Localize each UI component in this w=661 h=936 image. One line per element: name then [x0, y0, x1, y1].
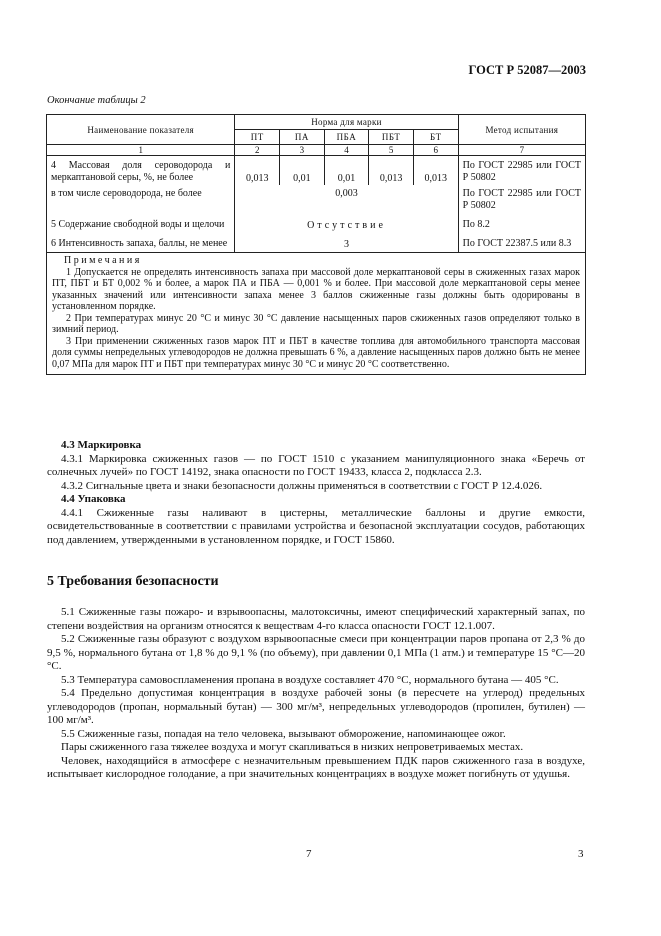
paragraph: 4.3.2 Сигнальные цвета и знаки безопасности должны применяться в соответствии с ГОСТ Р 12.4.026. — [61, 479, 543, 492]
col-header-norm: Норма для марки — [235, 115, 458, 130]
row-name: 5 Содержание свободной воды и щелочи — [47, 213, 235, 232]
paragraph: Человек, находящийся в атмосфере с незначительным превышением ПДК паров сжиженного газа в воздухе, испытывает кислородное голодание, а при значительных концентрациях в воздухе может погибнуть от удушья. — [47, 754, 585, 780]
specs-table — [46, 114, 586, 375]
row-method: По ГОСТ 22387.5 или 8.3 — [458, 232, 585, 253]
section-title: 5 Требования безопасности — [47, 574, 219, 589]
row-value: 0,013 — [413, 156, 458, 186]
row-value: 0,013 — [235, 156, 280, 186]
grade-pba: ПБА — [324, 130, 369, 145]
note-item: 2 При температурах минус 20 °С и минус 30 °С давление насыщенных паров сжиженных газов определяют только в зимний период. — [52, 312, 580, 335]
note-item: 1 Допускается не определять интенсивность запаха при массовой доле меркаптановой серы в сжиженных газах марок ПТ, ПБТ и БТ 0,002 % и более, а марок ПА и ПБА — 0,001 % и более. При массовой доле меркаптановой серы менее указанных значений или интенсивности запаха менее 3 баллов сжиженные газы должны быть одорированы в установленном порядке. — [52, 266, 580, 312]
notes-row — [47, 253, 586, 375]
table-row — [47, 213, 586, 232]
table-row — [47, 232, 586, 253]
row-method: По ГОСТ 22985 или ГОСТ Р 50802 — [458, 156, 585, 186]
row-name: 4 Массовая доля сероводорода и меркаптановой серы, %, не более — [47, 156, 235, 186]
row-name: 6 Интенсивность запаха, баллы, не менее — [47, 232, 235, 253]
row-value: 0,013 — [369, 156, 414, 186]
section-4-3-4-4 — [47, 439, 585, 547]
col-num: 2 — [235, 145, 280, 156]
row-value: 3 — [235, 232, 458, 253]
row-value: 0,01 — [280, 156, 325, 186]
table-notes — [47, 253, 586, 375]
col-header-name: Наименование показателя — [47, 115, 235, 145]
paragraph: Пары сжиженного газа тяжелее воздуха и могут скапливаться в низких непроветриваемых местах. — [61, 741, 524, 753]
paragraph: 5.5 Сжиженные газы, попадая на тело человека, вызывают обморожение, напоминающее ожог. — [61, 727, 506, 740]
table-header-row — [47, 115, 586, 130]
col-num: 5 — [369, 145, 414, 156]
section-5-body — [47, 606, 585, 782]
table-caption: Окончание таблицы 2 — [47, 95, 146, 106]
grade-bt: БТ — [413, 130, 458, 145]
grade-pbt: ПБТ — [369, 130, 414, 145]
row-value: 0,01 — [324, 156, 369, 186]
page-number-center: 7 — [306, 848, 312, 860]
grade-pt: ПТ — [235, 130, 280, 145]
row-value: Отсутствие — [235, 213, 458, 232]
table-row — [47, 156, 586, 186]
row-method: По ГОСТ 22985 или ГОСТ Р 50802 — [458, 185, 585, 213]
table-row — [47, 185, 586, 213]
col-num: 1 — [47, 145, 235, 156]
page-number-right: 3 — [578, 848, 584, 860]
row-value: 0,003 — [235, 185, 458, 213]
paragraph: 5.1 Сжиженные газы пожаро- и взрывоопасны, малотоксичны, имеют специфический характерный запах, по степени воздействия на организм относятся к веществам 4-го класса опасности ГОСТ 12.1.007. — [47, 606, 585, 632]
column-numbers-row — [47, 145, 586, 156]
paragraph: 5.2 Сжиженные газы образуют с воздухом взрывоопасные смеси при концентрации паров пропана от 2,3 % до 9,5 %, нормального бутана от 1,8 % до 9,1 % (по объему), при давлении 0,1 МПа (1 атм.) и температуре 15 °С—20 °С. — [47, 633, 585, 672]
note-item: 3 При применении сжиженных газов марок ПТ и ПБТ в качестве топлива для автомобильного транспорта массовая доля суммы непредельных углеводородов не должна превышать 6 %, а давление насыщенных паров должно быть не менее 0,07 МПа для марок ПТ и ПБТ при температурах минус 30 °С и минус 20 °С соответственно. — [52, 335, 580, 370]
row-name: в том числе сероводорода, не более — [47, 185, 235, 213]
col-num: 7 — [458, 145, 585, 156]
paragraph: 4.4.1 Сжиженные газы наливают в цистерны, металлические баллоны и другие емкости, освидетельствованные в соответствии с правилами устройства и безопасной эксплуатации сосудов, работающих под давлением, утвержденными в установленном порядке, и ГОСТ 15860. — [47, 506, 585, 546]
paragraph: 5.4 Предельно допустимая концентрация в воздухе рабочей зоны (в пересчете на углерод) предельных углеводородов (пропан, нормальный бутан) — 300 мг/м³, непредельных углеводородов (пропилен, бутилен) — 100 мг/м³. — [47, 687, 585, 726]
paragraph: 4.3.1 Маркировка сжиженных газов — по ГОСТ 1510 с указанием манипуляционного знака «Беречь от солнечных лучей» по ГОСТ 14192, знака опасности по ГОСТ 19433, класса 2, подкласса 2.3. — [47, 452, 585, 478]
document-code: ГОСТ Р 52087—2003 — [468, 63, 586, 77]
notes-title: Примечания — [64, 255, 142, 266]
col-num: 6 — [413, 145, 458, 156]
subsection-title: 4.4 Упаковка — [61, 493, 126, 505]
col-header-method: Метод испытания — [458, 115, 585, 145]
col-num: 4 — [324, 145, 369, 156]
row-method: По 8.2 — [458, 213, 585, 232]
grade-pa: ПА — [280, 130, 325, 145]
paragraph: 5.3 Температура самовоспламенения пропана в воздухе составляет 470 °С, нормального бутана — 405 °С. — [61, 673, 559, 686]
subsection-title: 4.3 Маркировка — [61, 439, 142, 451]
col-num: 3 — [280, 145, 325, 156]
